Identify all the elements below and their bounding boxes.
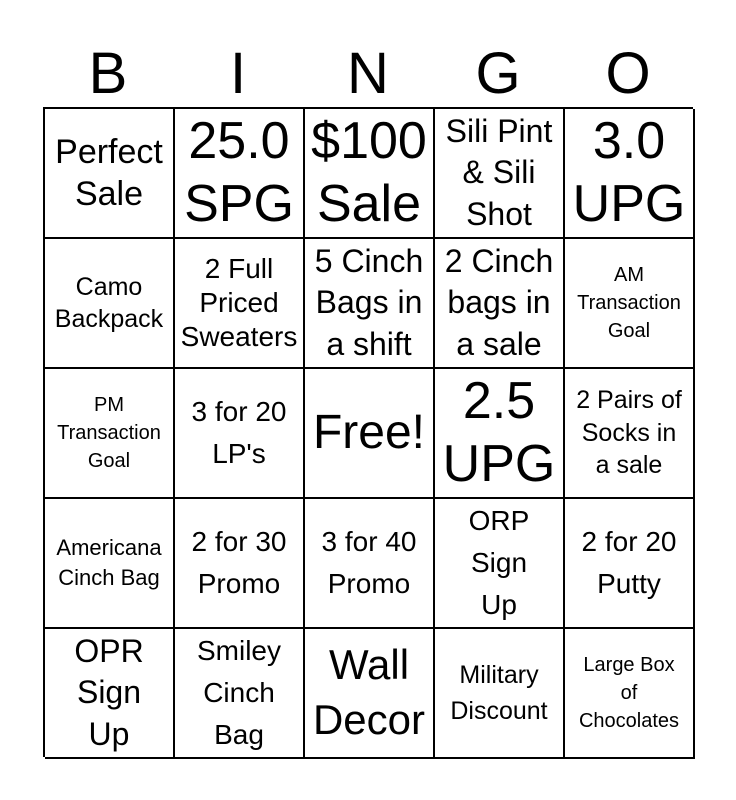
bingo-cell[interactable] bbox=[45, 239, 175, 369]
header-letter-b: B bbox=[88, 41, 128, 106]
cell-text: Military Discount bbox=[450, 660, 548, 725]
bingo-cell[interactable] bbox=[565, 629, 695, 759]
bingo-cell[interactable] bbox=[45, 369, 175, 499]
bingo-cell[interactable] bbox=[175, 239, 305, 369]
header-letter-o: O bbox=[605, 41, 651, 106]
cell-text: 3 for 20 LP's bbox=[191, 396, 287, 469]
bingo-cell[interactable] bbox=[435, 629, 565, 759]
cell-text: 2 Full Priced Sweaters bbox=[180, 252, 298, 353]
bingo-cell[interactable] bbox=[45, 629, 175, 759]
free-space[interactable] bbox=[305, 369, 435, 499]
bingo-cell[interactable] bbox=[565, 109, 695, 239]
cell-text: Smiley Cinch Bag bbox=[196, 635, 281, 750]
cell-text: ORP Sign Up bbox=[468, 505, 530, 620]
header-letter-n: N bbox=[347, 41, 389, 106]
free-space-label: Free! bbox=[312, 405, 426, 459]
bingo-cell[interactable] bbox=[565, 369, 695, 499]
bingo-cell[interactable] bbox=[435, 109, 565, 239]
bingo-cell[interactable] bbox=[45, 499, 175, 629]
cell-text: Perfect Sale bbox=[55, 132, 163, 213]
bingo-cell[interactable] bbox=[435, 499, 565, 629]
cell-text: Large Box of Chocolates bbox=[578, 654, 680, 732]
cell-text: Wall Decor bbox=[312, 641, 426, 743]
cell-text: Americana Cinch Bag bbox=[56, 535, 162, 590]
header-letter-g: G bbox=[475, 41, 521, 106]
bingo-cell[interactable] bbox=[435, 369, 565, 499]
bingo-cell[interactable] bbox=[305, 109, 435, 239]
bingo-cell[interactable] bbox=[435, 239, 565, 369]
cell-text: 2 for 30 Promo bbox=[191, 526, 287, 599]
bingo-cell[interactable] bbox=[565, 239, 695, 369]
bingo-cell[interactable] bbox=[305, 499, 435, 629]
cell-text: AM Transaction Goal bbox=[577, 264, 681, 342]
bingo-cell[interactable] bbox=[45, 109, 175, 239]
cell-text: 25.0 SPG bbox=[184, 111, 294, 233]
cell-text: Sili Pint & Sili Shot bbox=[445, 112, 553, 232]
cell-text: 5 Cinch Bags in a shift bbox=[314, 242, 424, 362]
bingo-cell[interactable] bbox=[175, 499, 305, 629]
cell-text: OPR Sign Up bbox=[74, 632, 144, 752]
cell-text: 2.5 UPG bbox=[442, 371, 556, 493]
cell-text: 3 for 40 Promo bbox=[321, 526, 417, 599]
bingo-header bbox=[43, 40, 693, 108]
bingo-cell[interactable] bbox=[175, 109, 305, 239]
bingo-cell[interactable] bbox=[305, 629, 435, 759]
bingo-cell[interactable] bbox=[175, 629, 305, 759]
header-letter-i: I bbox=[229, 41, 247, 106]
cell-text: 2 Cinch bags in a sale bbox=[444, 242, 554, 362]
cell-text: PM Transaction Goal bbox=[57, 394, 161, 472]
cell-text: $100 Sale bbox=[311, 111, 427, 233]
bingo-cell[interactable] bbox=[305, 239, 435, 369]
cell-text: 3.0 UPG bbox=[572, 111, 686, 233]
bingo-cell[interactable] bbox=[565, 499, 695, 629]
bingo-cell[interactable] bbox=[175, 369, 305, 499]
bingo-card-grid bbox=[43, 107, 693, 757]
cell-text: Camo Backpack bbox=[54, 272, 164, 333]
cell-text: 2 for 20 Putty bbox=[581, 526, 677, 599]
cell-text: 2 Pairs of Socks in a sale bbox=[576, 386, 682, 480]
